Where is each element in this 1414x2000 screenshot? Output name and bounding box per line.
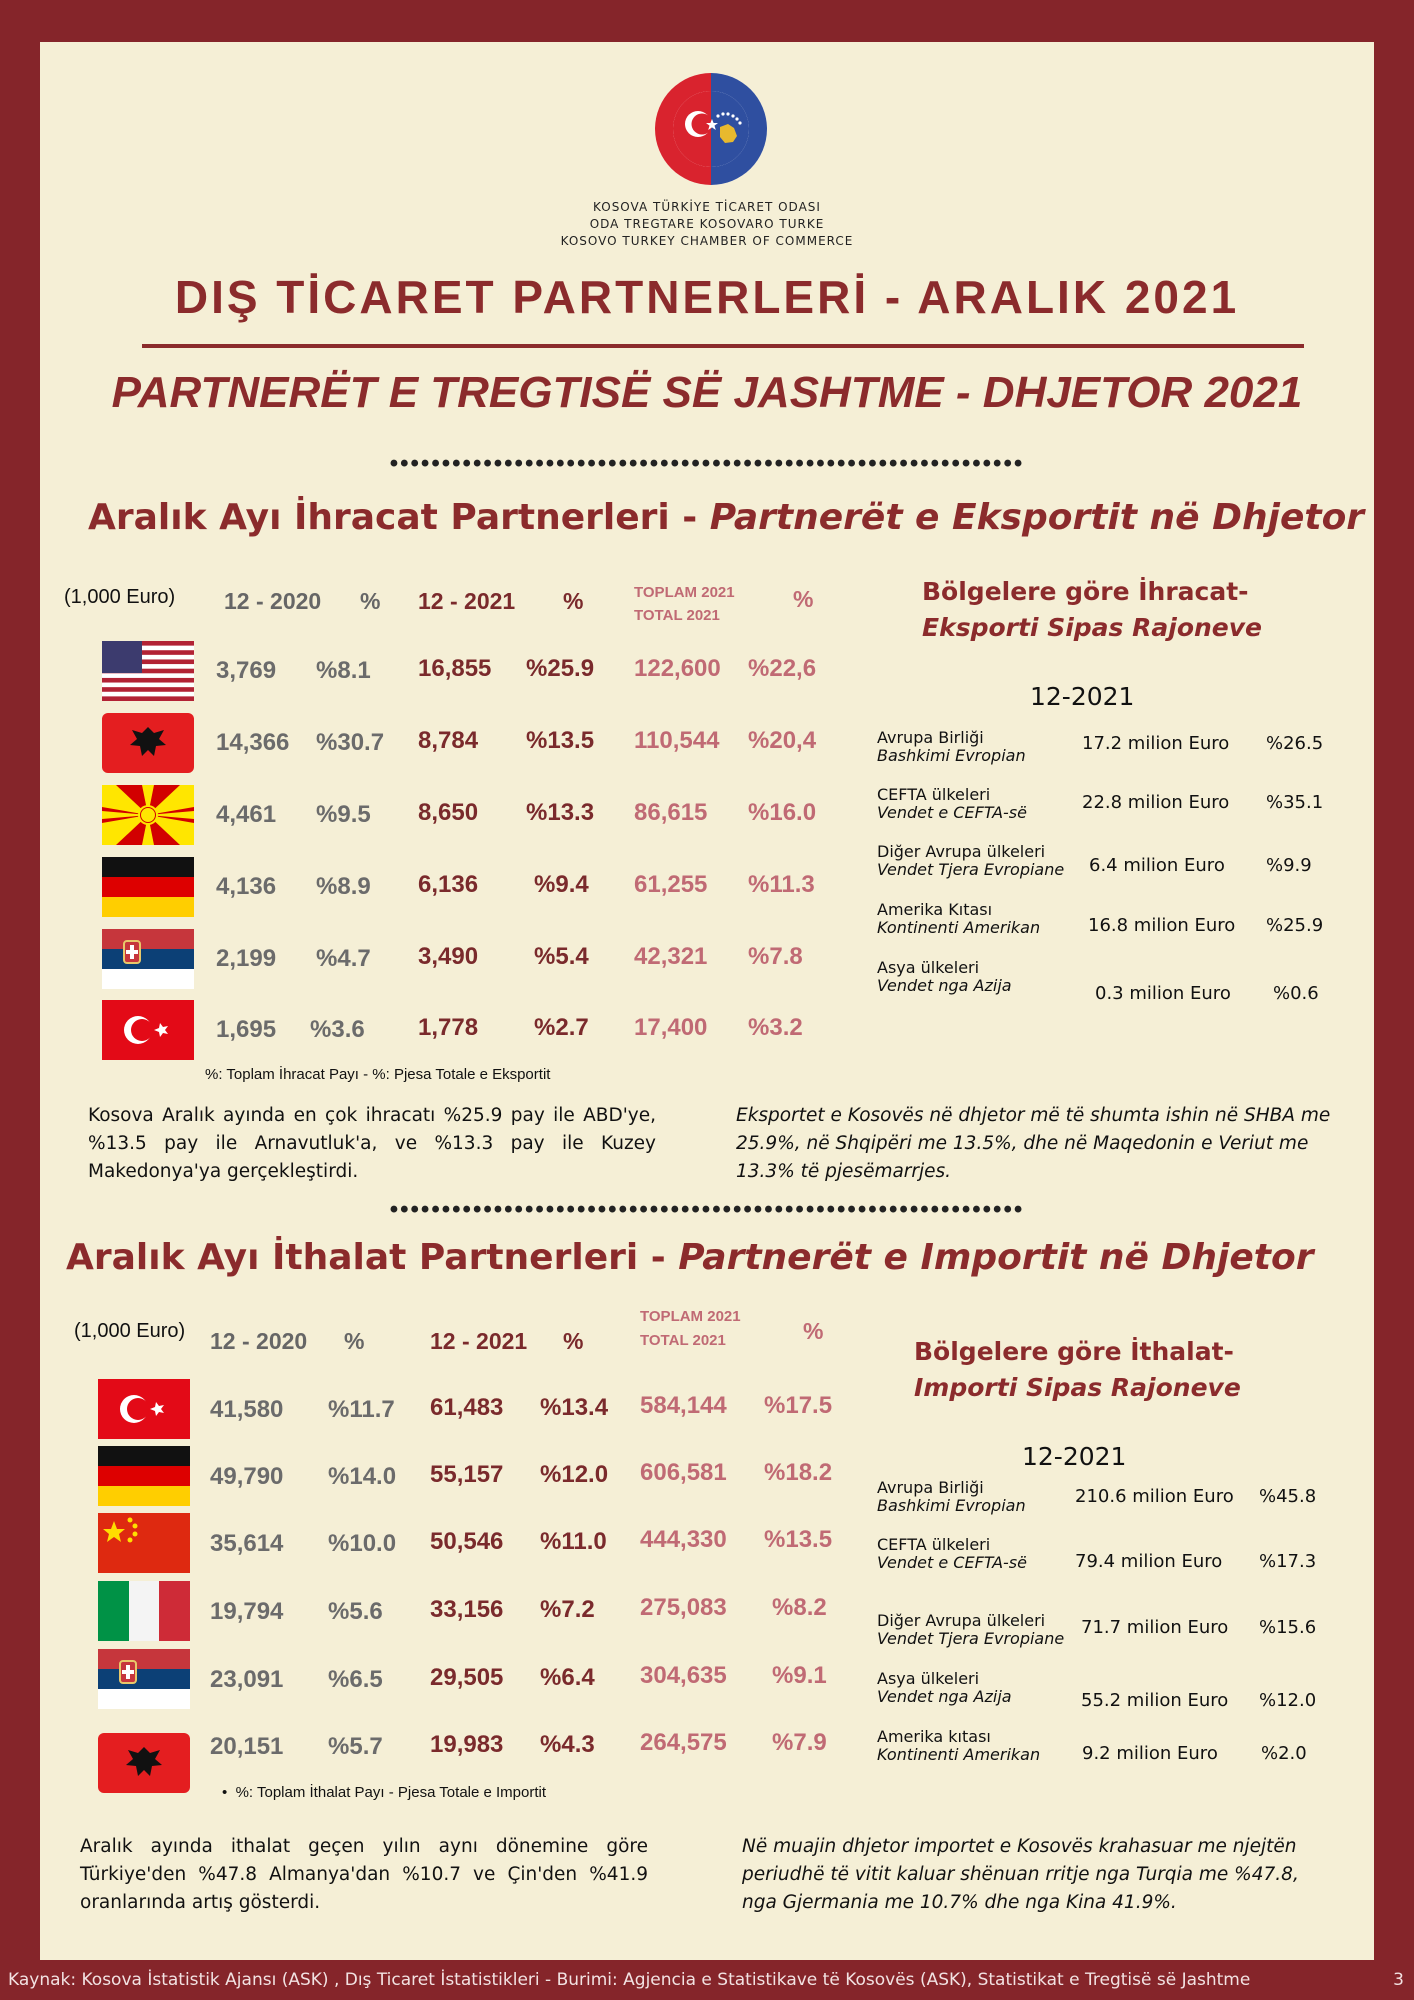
import-total-share: %8.2 bbox=[772, 1594, 827, 1621]
exports-summary-sq: Eksportet e Kosovës në dhjetor më të shumta ishin në SHBA me 25.9%, në Shqipëri me 13.5%, dhe në Maqedonin e Veriut me 13.3% të pjesëmarrjes. bbox=[736, 1105, 1331, 1182]
import-share-2020: %14.0 bbox=[328, 1463, 397, 1490]
exports-note: %: Toplam İhracat Payı - %: Pjesa Totale e Eksportit bbox=[205, 1066, 551, 1083]
region-name-tr: CEFTA ülkeleri bbox=[877, 1535, 991, 1554]
import-total-share: %18.2 bbox=[764, 1459, 833, 1486]
imports-header-2020: 12 - 2020 bbox=[210, 1328, 308, 1354]
export-total-share: %11.3 bbox=[748, 871, 815, 898]
flag-albania-icon bbox=[102, 713, 194, 773]
region-name-sq: Bashkimi Evropian bbox=[877, 746, 1026, 765]
export-value-2020: 1,695 bbox=[216, 1016, 277, 1043]
exports-summary-tr: Kosova Aralık ayında en çok ihracatı %25.9 pay ile ABD'ye, %13.5 pay ile Arnavutluk'a, ve %13.3 pay ile Kuzey Makedonya'ya gerçekleştirdi. bbox=[88, 1105, 656, 1182]
imports-region-date: 12-2021 bbox=[1022, 1442, 1127, 1471]
region-value: 9.2 milion Euro bbox=[1082, 1743, 1218, 1764]
import-value-2020: 49,790 bbox=[210, 1463, 284, 1490]
chamber-logo bbox=[654, 72, 768, 186]
import-share-2020: %5.6 bbox=[328, 1598, 383, 1625]
region-name-tr: Amerika kıtası bbox=[877, 1727, 991, 1746]
export-value-2021: 3,490 bbox=[418, 943, 479, 970]
exports-unit: (1,000 Euro) bbox=[64, 586, 176, 608]
import-share-2020: %10.0 bbox=[328, 1530, 397, 1557]
import-total-2021: 264,575 bbox=[640, 1729, 727, 1756]
export-value-2021: 8,784 bbox=[418, 727, 479, 754]
org-name-sq: ODA TREGTARE KOSOVARO TURKE bbox=[589, 217, 825, 231]
export-share-2021: %25.9 bbox=[526, 655, 595, 682]
region-share: %25.9 bbox=[1266, 915, 1324, 936]
export-share-2020: %9.5 bbox=[316, 801, 371, 828]
exports-header-pct-2021: % bbox=[563, 588, 584, 614]
export-value-2020: 3,769 bbox=[216, 657, 277, 684]
imports-header-pct-2020: % bbox=[344, 1328, 365, 1354]
import-share-2020: %11.7 bbox=[328, 1396, 395, 1423]
export-value-2021: 1,778 bbox=[418, 1014, 479, 1041]
export-share-2021: %13.3 bbox=[526, 799, 595, 826]
org-name-tr: KOSOVA TÜRKİYE TİCARET ODASI bbox=[593, 200, 821, 214]
import-total-2021: 584,144 bbox=[640, 1392, 727, 1419]
export-share-2021: %2.7 bbox=[534, 1014, 589, 1041]
export-share-2021: %5.4 bbox=[534, 943, 589, 970]
region-name-sq: Vendet nga Azija bbox=[877, 976, 1012, 995]
export-share-2021: %13.5 bbox=[526, 727, 595, 754]
import-value-2021: 19,983 bbox=[430, 1731, 504, 1758]
region-name-sq: Vendet nga Azija bbox=[877, 1687, 1012, 1706]
flag-germany-icon bbox=[102, 857, 194, 917]
region-name-sq: Kontinenti Amerikan bbox=[877, 918, 1041, 937]
flag-turkey-icon bbox=[98, 1379, 190, 1439]
region-name-tr: Diğer Avrupa ülkeleri bbox=[877, 842, 1046, 861]
import-value-2021: 33,156 bbox=[430, 1596, 504, 1623]
export-total-2021: 61,255 bbox=[634, 871, 708, 898]
imports-header-total-tr: TOPLAM 2021 bbox=[640, 1308, 741, 1325]
import-value-2021: 55,157 bbox=[430, 1461, 504, 1488]
import-total-2021: 606,581 bbox=[640, 1459, 727, 1486]
footer-source: Kaynak: Kosova İstatistik Ajansı (ASK) , Dış Ticaret İstatistikleri - Burimi: Agjencia e Statistikave të Kosovës (ASK), Statistikat e Tregtisë së Jashtme bbox=[8, 1970, 1251, 1990]
export-share-2020: %8.1 bbox=[316, 657, 371, 684]
flag-china-icon bbox=[98, 1513, 190, 1573]
dotted-divider-2: ••••••••••••••••••••••••••••••••••••••••••••••••••••••••••••• bbox=[389, 1196, 1025, 1223]
page-number: 3 bbox=[1393, 1970, 1404, 1990]
region-value: 22.8 milion Euro bbox=[1082, 792, 1230, 813]
region-name-tr: Avrupa Birliği bbox=[877, 728, 984, 747]
export-share-2021: %9.4 bbox=[534, 871, 589, 898]
export-value-2020: 2,199 bbox=[216, 945, 277, 972]
title-turkish: DIŞ TİCARET PARTNERLERİ - ARALIK 2021 bbox=[174, 271, 1240, 323]
export-total-share: %22,6 bbox=[748, 655, 817, 682]
title-divider bbox=[142, 344, 1304, 348]
import-share-2021: %4.3 bbox=[540, 1731, 595, 1758]
exports-region-date: 12-2021 bbox=[1030, 682, 1135, 711]
export-value-2021: 8,650 bbox=[418, 799, 479, 826]
import-total-2021: 444,330 bbox=[640, 1526, 727, 1553]
region-share: %15.6 bbox=[1259, 1617, 1317, 1638]
region-name-sq: Vendet e CEFTA-së bbox=[877, 1553, 1027, 1572]
export-value-2021: 16,855 bbox=[418, 655, 492, 682]
export-share-2020: %30.7 bbox=[316, 729, 385, 756]
region-name-sq: Bashkimi Evropian bbox=[877, 1496, 1026, 1515]
import-share-2020: %5.7 bbox=[328, 1733, 383, 1760]
imports-header-pct-total: % bbox=[803, 1318, 824, 1344]
exports-heading: Aralık Ayı İhracat Partnerleri - Partnerët e Eksportit në Dhjetor bbox=[88, 497, 1365, 538]
export-value-2021: 6,136 bbox=[418, 871, 479, 898]
import-total-share: %17.5 bbox=[764, 1392, 833, 1419]
import-value-2020: 35,614 bbox=[210, 1530, 284, 1557]
region-name-tr: Diğer Avrupa ülkeleri bbox=[877, 1611, 1046, 1630]
exports-region-title: Bölgelere göre İhracat- Eksporti Sipas Rajoneve bbox=[922, 577, 1263, 642]
import-share-2020: %6.5 bbox=[328, 1666, 383, 1693]
import-value-2020: 23,091 bbox=[210, 1666, 284, 1693]
exports-header-2020: 12 - 2020 bbox=[224, 588, 322, 614]
export-total-2021: 17,400 bbox=[634, 1014, 708, 1041]
flag-usa-icon bbox=[102, 641, 194, 701]
export-share-2020: %3.6 bbox=[310, 1016, 365, 1043]
import-total-2021: 275,083 bbox=[640, 1594, 727, 1621]
import-share-2021: %12.0 bbox=[540, 1461, 609, 1488]
region-share: %2.0 bbox=[1261, 1743, 1307, 1764]
exports-header-pct-2020: % bbox=[360, 588, 381, 614]
export-total-share: %16.0 bbox=[748, 799, 817, 826]
export-value-2020: 4,461 bbox=[216, 801, 277, 828]
region-name-tr: Asya ülkeleri bbox=[877, 1669, 980, 1688]
region-share: %9.9 bbox=[1266, 855, 1312, 876]
exports-header-total-tr: TOPLAM 2021 bbox=[634, 584, 735, 601]
export-value-2020: 14,366 bbox=[216, 729, 290, 756]
import-value-2021: 61,483 bbox=[430, 1394, 504, 1421]
import-value-2020: 19,794 bbox=[210, 1598, 284, 1625]
imports-heading: Aralık Ayı İthalat Partnerleri - Partnerët e Importit në Dhjetor bbox=[66, 1237, 1314, 1278]
export-value-2020: 4,136 bbox=[216, 873, 277, 900]
region-name-sq: Vendet e CEFTA-së bbox=[877, 803, 1027, 822]
region-name-sq: Vendet Tjera Evropiane bbox=[877, 1629, 1065, 1648]
import-value-2020: 41,580 bbox=[210, 1396, 284, 1423]
exports-header-2021: 12 - 2021 bbox=[418, 588, 516, 614]
import-value-2021: 29,505 bbox=[430, 1664, 504, 1691]
region-name-tr: CEFTA ülkeleri bbox=[877, 785, 991, 804]
export-total-2021: 122,600 bbox=[634, 655, 721, 682]
import-total-share: %7.9 bbox=[772, 1729, 827, 1756]
export-total-2021: 86,615 bbox=[634, 799, 708, 826]
flag-turkey-icon bbox=[102, 1000, 194, 1060]
title-albanian: PARTNERËT E TREGTISË SË JASHTME - DHJETOR 2021 bbox=[111, 368, 1303, 417]
imports-summary-tr: Aralık ayında ithalat geçen yılın aynı dönemine göre Türkiye'den %47.8 Almanya'dan %10.7 ve Çin'den %41.9 oranlarında artış gösterdi. bbox=[80, 1836, 648, 1913]
dotted-divider: ••••••••••••••••••••••••••••••••••••••••••••••••••••••••••••• bbox=[389, 450, 1025, 477]
imports-note: • %: Toplam İthalat Payı - Pjesa Totale e Importit bbox=[222, 1784, 547, 1801]
flag-germany-icon bbox=[98, 1446, 190, 1506]
import-share-2021: %13.4 bbox=[540, 1394, 609, 1421]
region-share: %26.5 bbox=[1266, 733, 1324, 754]
export-share-2020: %4.7 bbox=[316, 945, 371, 972]
exports-header-pct-total: % bbox=[793, 586, 814, 612]
region-value: 210.6 milion Euro bbox=[1075, 1486, 1234, 1507]
import-share-2021: %11.0 bbox=[540, 1528, 607, 1555]
region-share: %0.6 bbox=[1273, 983, 1319, 1004]
export-total-2021: 110,544 bbox=[634, 727, 720, 754]
region-name-tr: Asya ülkeleri bbox=[877, 958, 980, 977]
export-share-2020: %8.9 bbox=[316, 873, 371, 900]
region-value: 79.4 milion Euro bbox=[1075, 1551, 1223, 1572]
imports-header-pct-2021: % bbox=[563, 1328, 584, 1354]
region-value: 71.7 milion Euro bbox=[1081, 1617, 1229, 1638]
flag-north-macedonia-icon bbox=[102, 785, 194, 845]
region-value: 17.2 milion Euro bbox=[1082, 733, 1230, 754]
export-total-share: %3.2 bbox=[748, 1014, 803, 1041]
region-value: 55.2 milion Euro bbox=[1081, 1690, 1229, 1711]
region-share: %17.3 bbox=[1259, 1551, 1317, 1572]
import-total-share: %13.5 bbox=[764, 1526, 833, 1553]
org-name-en: KOSOVO TURKEY CHAMBER OF COMMERCE bbox=[560, 234, 854, 248]
region-name-tr: Amerika Kıtası bbox=[877, 900, 993, 919]
export-total-share: %20,4 bbox=[748, 727, 817, 754]
region-share: %45.8 bbox=[1259, 1486, 1317, 1507]
exports-header-total-sq: TOTAL 2021 bbox=[634, 607, 720, 624]
import-total-2021: 304,635 bbox=[640, 1662, 727, 1689]
import-share-2021: %6.4 bbox=[540, 1664, 595, 1691]
region-name-tr: Avrupa Birliği bbox=[877, 1478, 984, 1497]
flag-albania-icon bbox=[98, 1733, 190, 1793]
region-value: 0.3 milion Euro bbox=[1095, 983, 1231, 1004]
region-share: %35.1 bbox=[1266, 792, 1324, 813]
imports-unit: (1,000 Euro) bbox=[74, 1320, 186, 1342]
import-share-2021: %7.2 bbox=[540, 1596, 595, 1623]
flag-serbia-icon bbox=[98, 1649, 190, 1709]
export-total-2021: 42,321 bbox=[634, 943, 708, 970]
imports-summary-sq: Në muajin dhjetor importet e Kosovës krahasuar me njejtën periudhë të vitit kaluar shënuan rritje nga Turqia me %47.8, nga Gjermania me 10.7% dhe nga Kina 41.9%. bbox=[742, 1836, 1299, 1913]
imports-header-total-sq: TOTAL 2021 bbox=[640, 1332, 726, 1349]
flag-italy-icon bbox=[98, 1581, 190, 1641]
region-value: 6.4 milion Euro bbox=[1089, 855, 1225, 876]
region-share: %12.0 bbox=[1259, 1690, 1317, 1711]
import-total-share: %9.1 bbox=[772, 1662, 827, 1689]
flag-serbia-icon bbox=[102, 929, 194, 989]
region-value: 16.8 milion Euro bbox=[1088, 915, 1236, 936]
region-name-sq: Kontinenti Amerikan bbox=[877, 1745, 1041, 1764]
import-value-2020: 20,151 bbox=[210, 1733, 284, 1760]
export-total-share: %7.8 bbox=[748, 943, 803, 970]
import-value-2021: 50,546 bbox=[430, 1528, 504, 1555]
imports-region-title: Bölgelere göre İthalat- Importi Sipas Rajoneve bbox=[914, 1337, 1241, 1402]
imports-header-2021: 12 - 2021 bbox=[430, 1328, 528, 1354]
region-name-sq: Vendet Tjera Evropiane bbox=[877, 860, 1065, 879]
